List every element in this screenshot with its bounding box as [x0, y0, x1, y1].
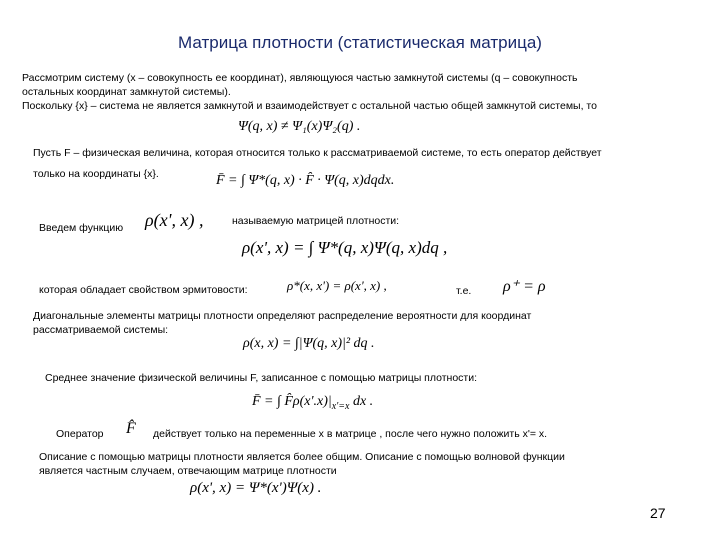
- equation-mean-value-tail: dx .: [352, 394, 374, 409]
- density-matrix-symbol: ρ(x', x) ,: [145, 210, 204, 230]
- equation-pure-state: ρ(x', x) = Ψ*(x')Ψ(x) .: [190, 480, 322, 496]
- operator-text-line-2: только на координаты {x}.: [33, 168, 159, 180]
- page-title: Матрица плотности (статистическая матрица): [178, 33, 542, 52]
- operator-symbol: F̂: [126, 420, 136, 437]
- hermitian-expression: ρ*(x, x') = ρ(x', x) ,: [287, 278, 387, 293]
- equation-probability-distribution: ρ(x, x) = ∫|Ψ(q, x)|² dq .: [243, 336, 375, 351]
- intro-func-label: Введем функцию: [39, 222, 124, 234]
- equation-mean-value-wavefunction: F̄ = ∫ Ψ*(q, x) · F̂ · Ψ(q, x)dqdx.: [216, 173, 395, 188]
- conclusion-line-2: является частным случаем, отвечающим матрице плотности: [39, 465, 337, 477]
- intro-line-3: Поскольку {x} – система не является замкнутой и взаимодействует с остальной частью общей замкнутой системы, то: [22, 100, 597, 112]
- equation-mean-value-body: F̄ = ∫ F̂ρ(x'.x)|: [252, 394, 332, 409]
- equation-mean-value-subscript: x'=x: [331, 400, 350, 412]
- equation-mean-value-density-matrix: [252, 394, 373, 412]
- operator-label: Оператор: [56, 428, 104, 440]
- hermitian-short-expression: ρ⁺ = ρ: [503, 278, 546, 295]
- intro-func-suffix: называемую матрицей плотности:: [232, 215, 400, 227]
- operator-description: действует только на переменные x в матрице , после чего нужно положить x'= x.: [153, 428, 548, 440]
- equation-nonfactorizable: Ψ(q, x) ≠ Ψ₁(x)Ψ₂(q) .: [238, 119, 361, 134]
- operator-text-line-1: Пусть F – физическая величина, которая относится только к рассматриваемой системе, то есть оператор действует: [33, 147, 602, 159]
- ie-label: т.е.: [456, 285, 472, 297]
- mean-text: Среднее значение физической величины F, записанное с помощью матрицы плотности:: [45, 372, 477, 384]
- conclusion-line-1: Описание с помощью матрицы плотности является более общим. Описание с помощью волновой функции: [39, 451, 565, 463]
- diagonal-line-1: Диагональные элементы матрицы плотности определяют распределение вероятности для координат: [33, 310, 532, 322]
- hermitian-label: которая обладает свойством эрмитовости:: [39, 284, 248, 296]
- intro-line-2: остальных координат замкнутой системы).: [22, 86, 231, 98]
- equation-density-matrix-definition: ρ(x', x) = ∫ Ψ*(q, x)Ψ(q, x)dq ,: [242, 238, 448, 257]
- page-number: 27: [650, 505, 666, 521]
- diagonal-line-2: рассматриваемой системы:: [33, 324, 169, 336]
- intro-line-1: Рассмотрим систему (x – совокупность ее координат), являющуюся частью замкнутой системы (q – совокупность: [22, 72, 578, 84]
